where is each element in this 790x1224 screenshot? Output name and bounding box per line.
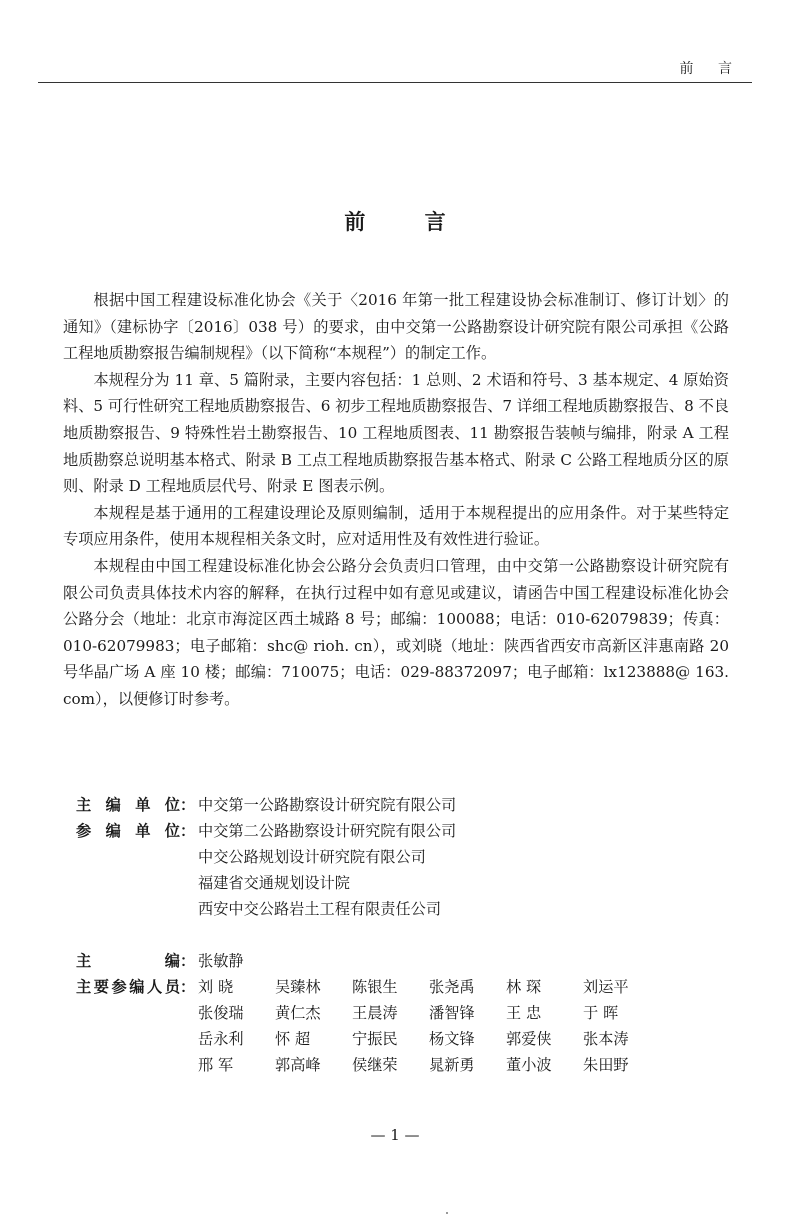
participant-name: 宁振民 bbox=[352, 1030, 398, 1048]
chief-unit-row bbox=[76, 792, 736, 818]
participant-name: 刘 晓 bbox=[198, 978, 234, 996]
participant-name: 王 忠 bbox=[506, 1004, 542, 1022]
participant-name: 朱田野 bbox=[583, 1056, 629, 1074]
participant-name: 侯继荣 bbox=[352, 1056, 398, 1074]
participant-name: 林 琛 bbox=[506, 978, 542, 996]
participating-unit: 福建省交通规划设计院 bbox=[198, 874, 350, 892]
participant-name: 黄仁杰 bbox=[275, 1004, 321, 1022]
participant-name: 于 晖 bbox=[583, 1004, 619, 1022]
paragraph-2: 本规程分为 11 章、5 篇附录，主要内容包括：1 总则、2 术语和符号、3 基本规定、4 原始资料、5 可行性研究工程地质勘察报告、6 初步工程地质勘察报告、7 详细工程地质勘察报告、8 不良地质勘察报告、9 特殊性岩土勘察报告、10 工程地质图表、11 勘察报告装帧与编排，附录 A 工程地质勘察总说明基本格式、附录 B 工点工程地质勘察报告基本格式、附录 C 公路工程地质分区的原则、附录 D 工程地质层代号、附录 E 图表示例。 bbox=[63, 370, 729, 496]
participant-name: 吴臻林 bbox=[275, 978, 321, 996]
colon: ： bbox=[180, 822, 196, 840]
chief-unit: 中交第一公路勘察设计研究院有限公司 bbox=[198, 796, 457, 814]
participant-name: 怀 超 bbox=[275, 1030, 311, 1048]
participating-units-label: 参 编 单 位 bbox=[76, 822, 180, 840]
participant-name: 岳永利 bbox=[198, 1030, 244, 1048]
chief-editor-label: 主 编 bbox=[76, 952, 180, 970]
paragraph-3: 本规程是基于通用的工程建设理论及原则编制，适用于本规程提出的应用条件。对于某些特定专项应用条件，使用本规程相关条文时，应对适用性及有效性进行验证。 bbox=[63, 503, 729, 549]
colon: ： bbox=[180, 796, 196, 814]
chief-unit-label: 主 编 单 位 bbox=[76, 796, 180, 814]
running-header: 前 言 bbox=[679, 61, 742, 77]
participant-name: 潘智锋 bbox=[429, 1004, 475, 1022]
scan-speck bbox=[446, 1212, 448, 1214]
participant-name: 董小波 bbox=[506, 1056, 552, 1074]
participating-unit: 中交公路规划设计研究院有限公司 bbox=[198, 848, 426, 866]
paragraph-4: 本规程由中国工程建设标准化协会公路分会负责归口管理，由中交第一公路勘察设计研究院有限公司负责具体技术内容的解释，在执行过程中如有意见或建议，请函告中国工程建设标准化协会公路分会（地址：北京市海淀区西土城路 8 号；邮编：100088；电话：010-62079839；传真：010-62079983；电子邮箱：shc@ rioh. cn），或刘晓（地址：陕西省西安市高新区沣惠南路 20 号华晶广场 A 座 10 楼；邮编：710075；电话：029-88372097；电子邮箱：lx123888@ 163. com），以便修订时参考。 bbox=[63, 556, 729, 708]
participant-name: 邢 军 bbox=[198, 1056, 234, 1074]
main-participants-label: 主要参编人员 bbox=[76, 978, 180, 996]
chief-editor-row bbox=[76, 948, 736, 974]
page-title: 前 言 bbox=[344, 210, 472, 234]
participant-name: 张俊瑞 bbox=[198, 1004, 244, 1022]
page-number: — 1 — bbox=[370, 1126, 420, 1144]
participant-name: 张尧禹 bbox=[429, 978, 475, 996]
chief-editor: 张敏静 bbox=[198, 952, 244, 970]
participating-unit: 中交第二公路勘察设计研究院有限公司 bbox=[198, 822, 457, 840]
participant-name: 郭爱侠 bbox=[506, 1030, 552, 1048]
colon: ： bbox=[180, 952, 196, 970]
participant-name: 郭高峰 bbox=[275, 1056, 321, 1074]
participating-units-row bbox=[76, 818, 736, 922]
participants-grid bbox=[198, 974, 658, 1078]
participating-unit: 西安中交公路岩土工程有限责任公司 bbox=[198, 900, 441, 918]
participant-name: 王晨涛 bbox=[352, 1004, 398, 1022]
credits-block bbox=[76, 792, 736, 1078]
participant-name: 晁新勇 bbox=[429, 1056, 475, 1074]
participant-name: 张本涛 bbox=[583, 1030, 629, 1048]
participant-name: 刘运平 bbox=[583, 978, 629, 996]
participant-name: 陈银生 bbox=[352, 978, 398, 996]
paragraph-1: 根据中国工程建设标准化协会《关于〈2016 年第一批工程建设协会标准制订、修订计划〉的通知》（建标协字〔2016〕038 号）的要求，由中交第一公路勘察设计研究院有限公司承担《公路工程地质勘察报告编制规程》（以下简称“本规程”）的制定工作。 bbox=[63, 291, 729, 363]
main-participants-row bbox=[76, 974, 736, 1078]
colon: ： bbox=[180, 978, 196, 996]
header-rule bbox=[38, 82, 752, 83]
preface-body bbox=[63, 287, 729, 713]
participant-name: 杨文锋 bbox=[429, 1030, 475, 1048]
